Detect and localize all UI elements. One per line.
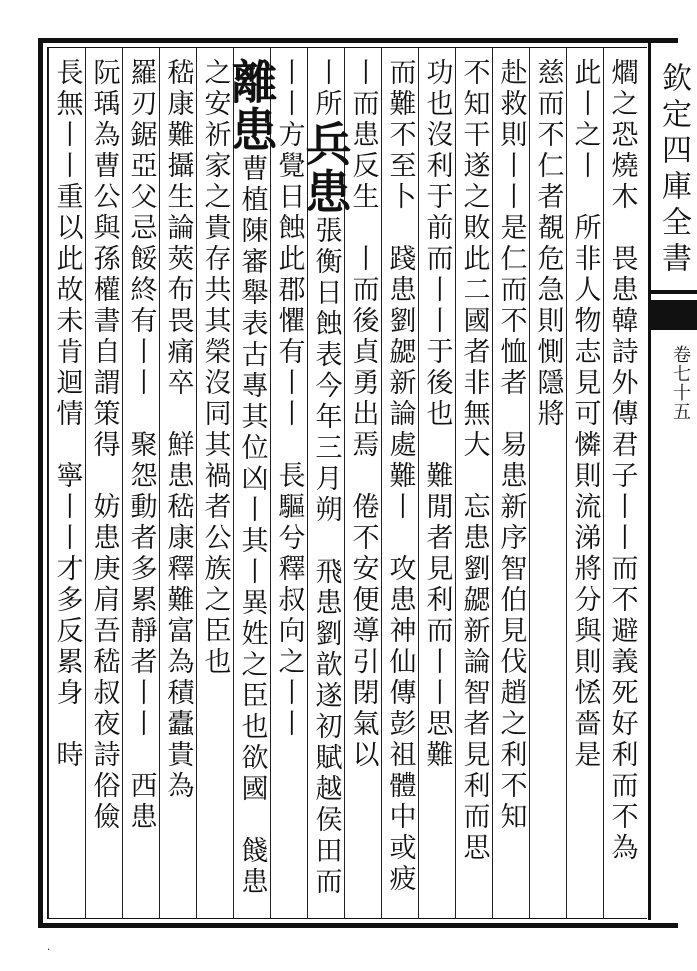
text-column (601, 58, 643, 918)
text-column (527, 58, 569, 918)
stray-dot: · (47, 945, 51, 956)
column-text: 羅刃鋸亞父忌餒終有丨丨 聚怨動者多累靜者丨丨 西患 (125, 58, 157, 833)
column-text: 功也沒利于前而丨丨于後也 難閒者見利而丨丨思難 (421, 58, 453, 771)
margin-book-title: 欽定四庫全書 (656, 62, 691, 278)
column-prefix: 丨丨 (273, 58, 305, 120)
text-column (157, 58, 199, 918)
column-text: 丨而患反生 丨而後貞勇出焉 倦不安便導引閉氣以 (347, 58, 379, 771)
column-text: 方覺日蝕此郡懼有丨丨 長驅兮釋叔向之丨丨 (273, 120, 305, 740)
margin-volume-number: 卷七十五 (670, 345, 691, 421)
entry-heading: 離患 (224, 58, 279, 154)
column-text: 曹植陳審舉表古專其位凶丨其丨異姓之臣也欲國 餞患 (236, 154, 268, 898)
entry-heading: 兵患 (298, 120, 353, 216)
text-column (83, 58, 125, 918)
text-column (46, 58, 88, 918)
fish-tail-mark (651, 290, 697, 294)
text-column (298, 58, 353, 918)
text-column (416, 58, 458, 918)
text-column (120, 58, 162, 918)
text-column (490, 58, 532, 918)
column-text: 之安祈家之貴存共其榮沒同其禍者公族之臣也 (199, 58, 231, 678)
column-text: 而難不至卜 踐患劉勰新論處難丨 攻患神仙傳彭祖體中或疲 (384, 58, 416, 895)
fish-tail-block (651, 300, 697, 330)
column-text: 嵇康難攝生論莢布畏痛卒 鮮患嵇康釋難富為積蠹貴為 (162, 58, 194, 802)
column-text: 張衡日蝕表今年三月朔 飛患劉歆遂初賦越侯田而 (310, 216, 342, 898)
column-text: 赴救則丨丨是仁而不恤者 易患新序智伯見伐趙之利不知 (495, 58, 527, 833)
column-text: 爓之恐燒木 畏患韓詩外傳君子丨丨而不避義死好利而不為 (606, 58, 638, 864)
column-prefix: 丨所 (310, 58, 342, 120)
column-text: 不知干遂之敗此二國者非無大 忘患劉勰新論智者見利而思 (458, 58, 490, 864)
column-text: 此丨之丨 所非人物志見可憐則流涕將分與則恡嗇是 (569, 58, 601, 771)
column-text: 阮瑀為曹公與孫權書自謂策得 妨患庚肩吾嵇叔夜詩俗儉 (88, 58, 120, 833)
column-text: 慈而不仁者覩危急則惻隱將 (532, 58, 564, 430)
text-column (564, 58, 606, 918)
text-column (194, 58, 236, 918)
text-column (379, 58, 421, 918)
text-column (268, 58, 310, 918)
text-column (453, 58, 495, 918)
text-column (224, 58, 279, 918)
column-text: 長無丨丨重以此故未肯迴情 寧丨丨才多反累身 時 (51, 58, 83, 771)
